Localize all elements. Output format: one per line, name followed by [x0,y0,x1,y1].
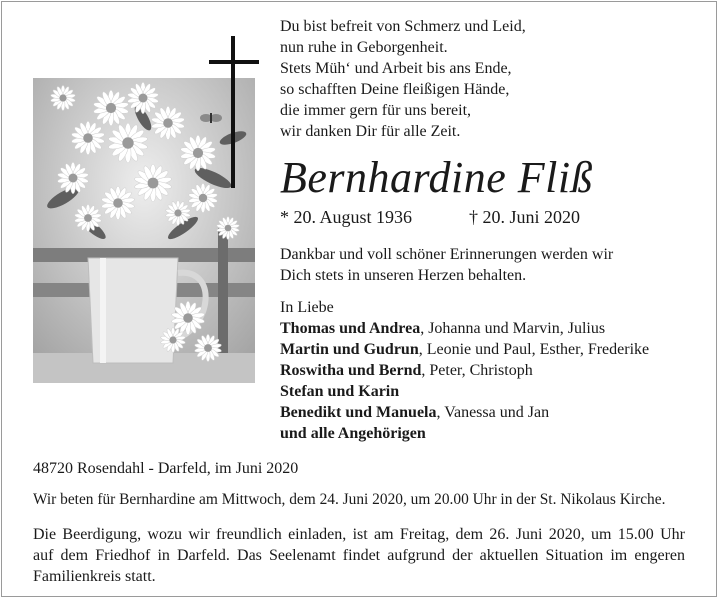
family-line-bold: Martin und Gudrun [280,341,419,358]
family-line [280,318,710,339]
funeral-notice [33,524,685,587]
cross-icon [209,36,259,188]
family-line-bold: und alle Angehörigen [280,425,426,442]
family-line-rest: , Peter, Christoph [421,362,533,379]
family-line [280,381,710,402]
family-list [280,297,710,444]
family-line [280,360,710,381]
family-line-bold: Roswitha und Bernd [280,362,422,379]
birth-date: * 20. August 1936 [280,207,413,227]
place-and-date: 48720 Rosendahl - Darfeld, im Juni 2020 [33,460,299,477]
family-line-bold: Benedikt und Manuela [280,404,437,421]
thanks-line: Dankbar und voll schöner Erinnerungen werden wir [280,246,614,263]
family-line-bold: Thomas und Andrea [280,320,421,337]
poem-line: nun ruhe in Geborgenheit. [280,39,448,56]
poem [280,16,700,142]
family-line [280,423,710,444]
family-line [280,402,710,423]
death-date: † 20. Juni 2020 [469,207,581,227]
family-intro: In Liebe [280,299,334,316]
prayer-notice: Wir beten für Bernhardine am Mittwoch, dem 24. Juni 2020, um 20.00 Uhr in der St. Nikolaus Kirche. [33,491,666,508]
family-line-rest: , Vanessa und Jan [436,404,550,421]
poem-line: wir danken Dir für alle Zeit. [280,123,461,140]
funeral-line: Familienkreis statt. [33,568,156,585]
poem-line: so schafften Deine fleißigen Hände, [280,81,510,98]
family-line-rest: , Leonie und Paul, Esther, Frederike [418,341,650,358]
poem-line: Du bist befreit von Schmerz und Leid, [280,18,526,35]
thanks-text [280,244,700,286]
poem-line: die immer gern für uns bereit, [280,102,472,119]
funeral-line: auf dem Friedhof in Darfeld. Das Seelenamt findet aufgrund der aktuellen Situation im engeren [33,547,685,564]
family-line-bold: Stefan und Karin [280,383,400,400]
deceased-name: Bernhardine Fliß [280,153,594,202]
life-dates [280,206,700,228]
funeral-line: Die Beerdigung, wozu wir freundlich einladen, ist am Freitag, dem 26. Juni 2020, um 15.00 Uhr [33,526,685,543]
family-line-rest: , Johanna und Marvin, Julius [420,320,606,337]
poem-line: Stets Müh‘ und Arbeit bis ans Ende, [280,60,512,77]
thanks-line: Dich stets in unseren Herzen behalten. [280,267,527,284]
family-line [280,339,710,360]
